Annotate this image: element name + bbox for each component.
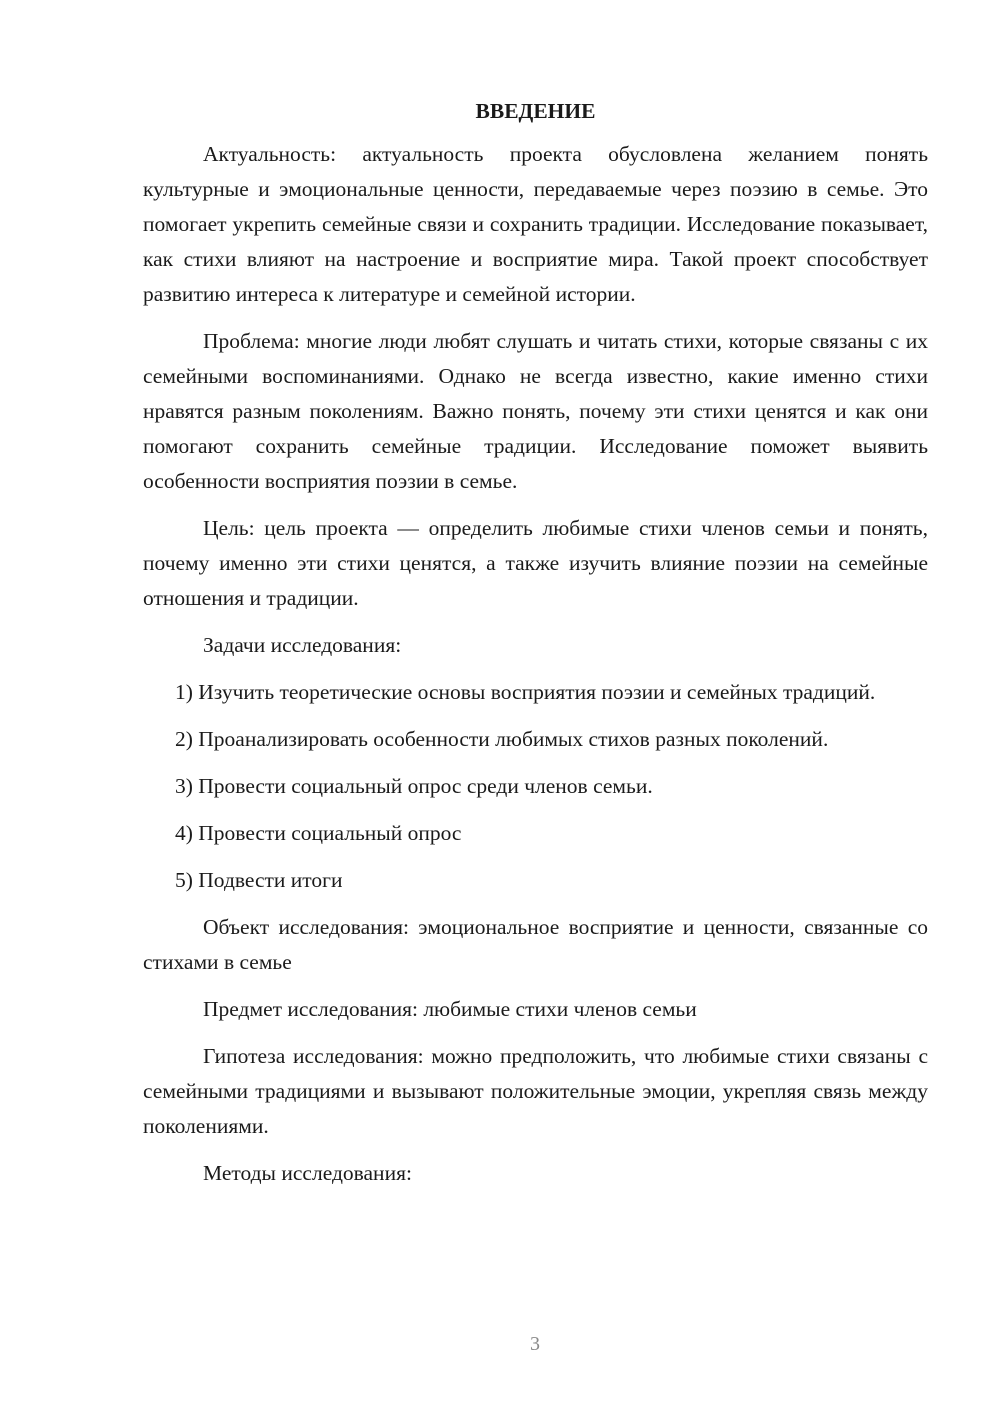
methods-heading: Методы исследования: [203,1161,412,1185]
goal-paragraph: Цель: цель проекта — определить любимые стихи членов семьи и понять, почему именно эти стихи ценятся, а также изучить влияние поэзии на семейные отношения и традиции. [143,516,928,610]
task-item-1: 1) Изучить теоретические основы восприятия поэзии и семейных традиций. [175,680,876,704]
object-paragraph: Объект исследования: эмоциональное восприятие и ценности, связанные со стихами в семье [143,915,928,974]
task-item-2: 2) Проанализировать особенности любимых стихов разных поколений. [175,727,829,751]
task-item-5: 5) Подвести итоги [175,868,343,892]
page-number: 3 [530,1333,540,1355]
section-heading: ВВЕДЕНИЕ [475,99,596,123]
tasks-heading: Задачи исследования: [203,633,402,657]
problem-paragraph: Проблема: многие люди любят слушать и читать стихи, которые связаны с их семейными воспоминаниями. Однако не всегда известно, какие именно стихи нравятся разным поколениям. Важно понять, почему эти стихи ценятся и как они помогают сохранить семейные традиции. Исследование поможет выявить особенности восприятия поэзии в семье. [143,329,928,493]
relevance-paragraph: Актуальность: актуальность проекта обусловлена желанием понять культурные и эмоциональные ценности, передаваемые через поэзию в семье. Это помогает укрепить семейные связи и сохранить традиции. Исследование показывает, как стихи влияют на настроение и восприятие мира. Такой проект способствует развитию интереса к литературе и семейной истории. [143,142,928,306]
hypothesis-paragraph: Гипотеза исследования: можно предположить, что любимые стихи связаны с семейными традициями и вызывают положительные эмоции, укрепляя связь между поколениями. [143,1044,928,1138]
subject-paragraph: Предмет исследования: любимые стихи членов семьи [203,997,697,1021]
task-item-4: 4) Провести социальный опрос [175,821,462,845]
task-item-3: 3) Провести социальный опрос среди членов семьи. [175,774,653,798]
document-page [143,96,928,1203]
